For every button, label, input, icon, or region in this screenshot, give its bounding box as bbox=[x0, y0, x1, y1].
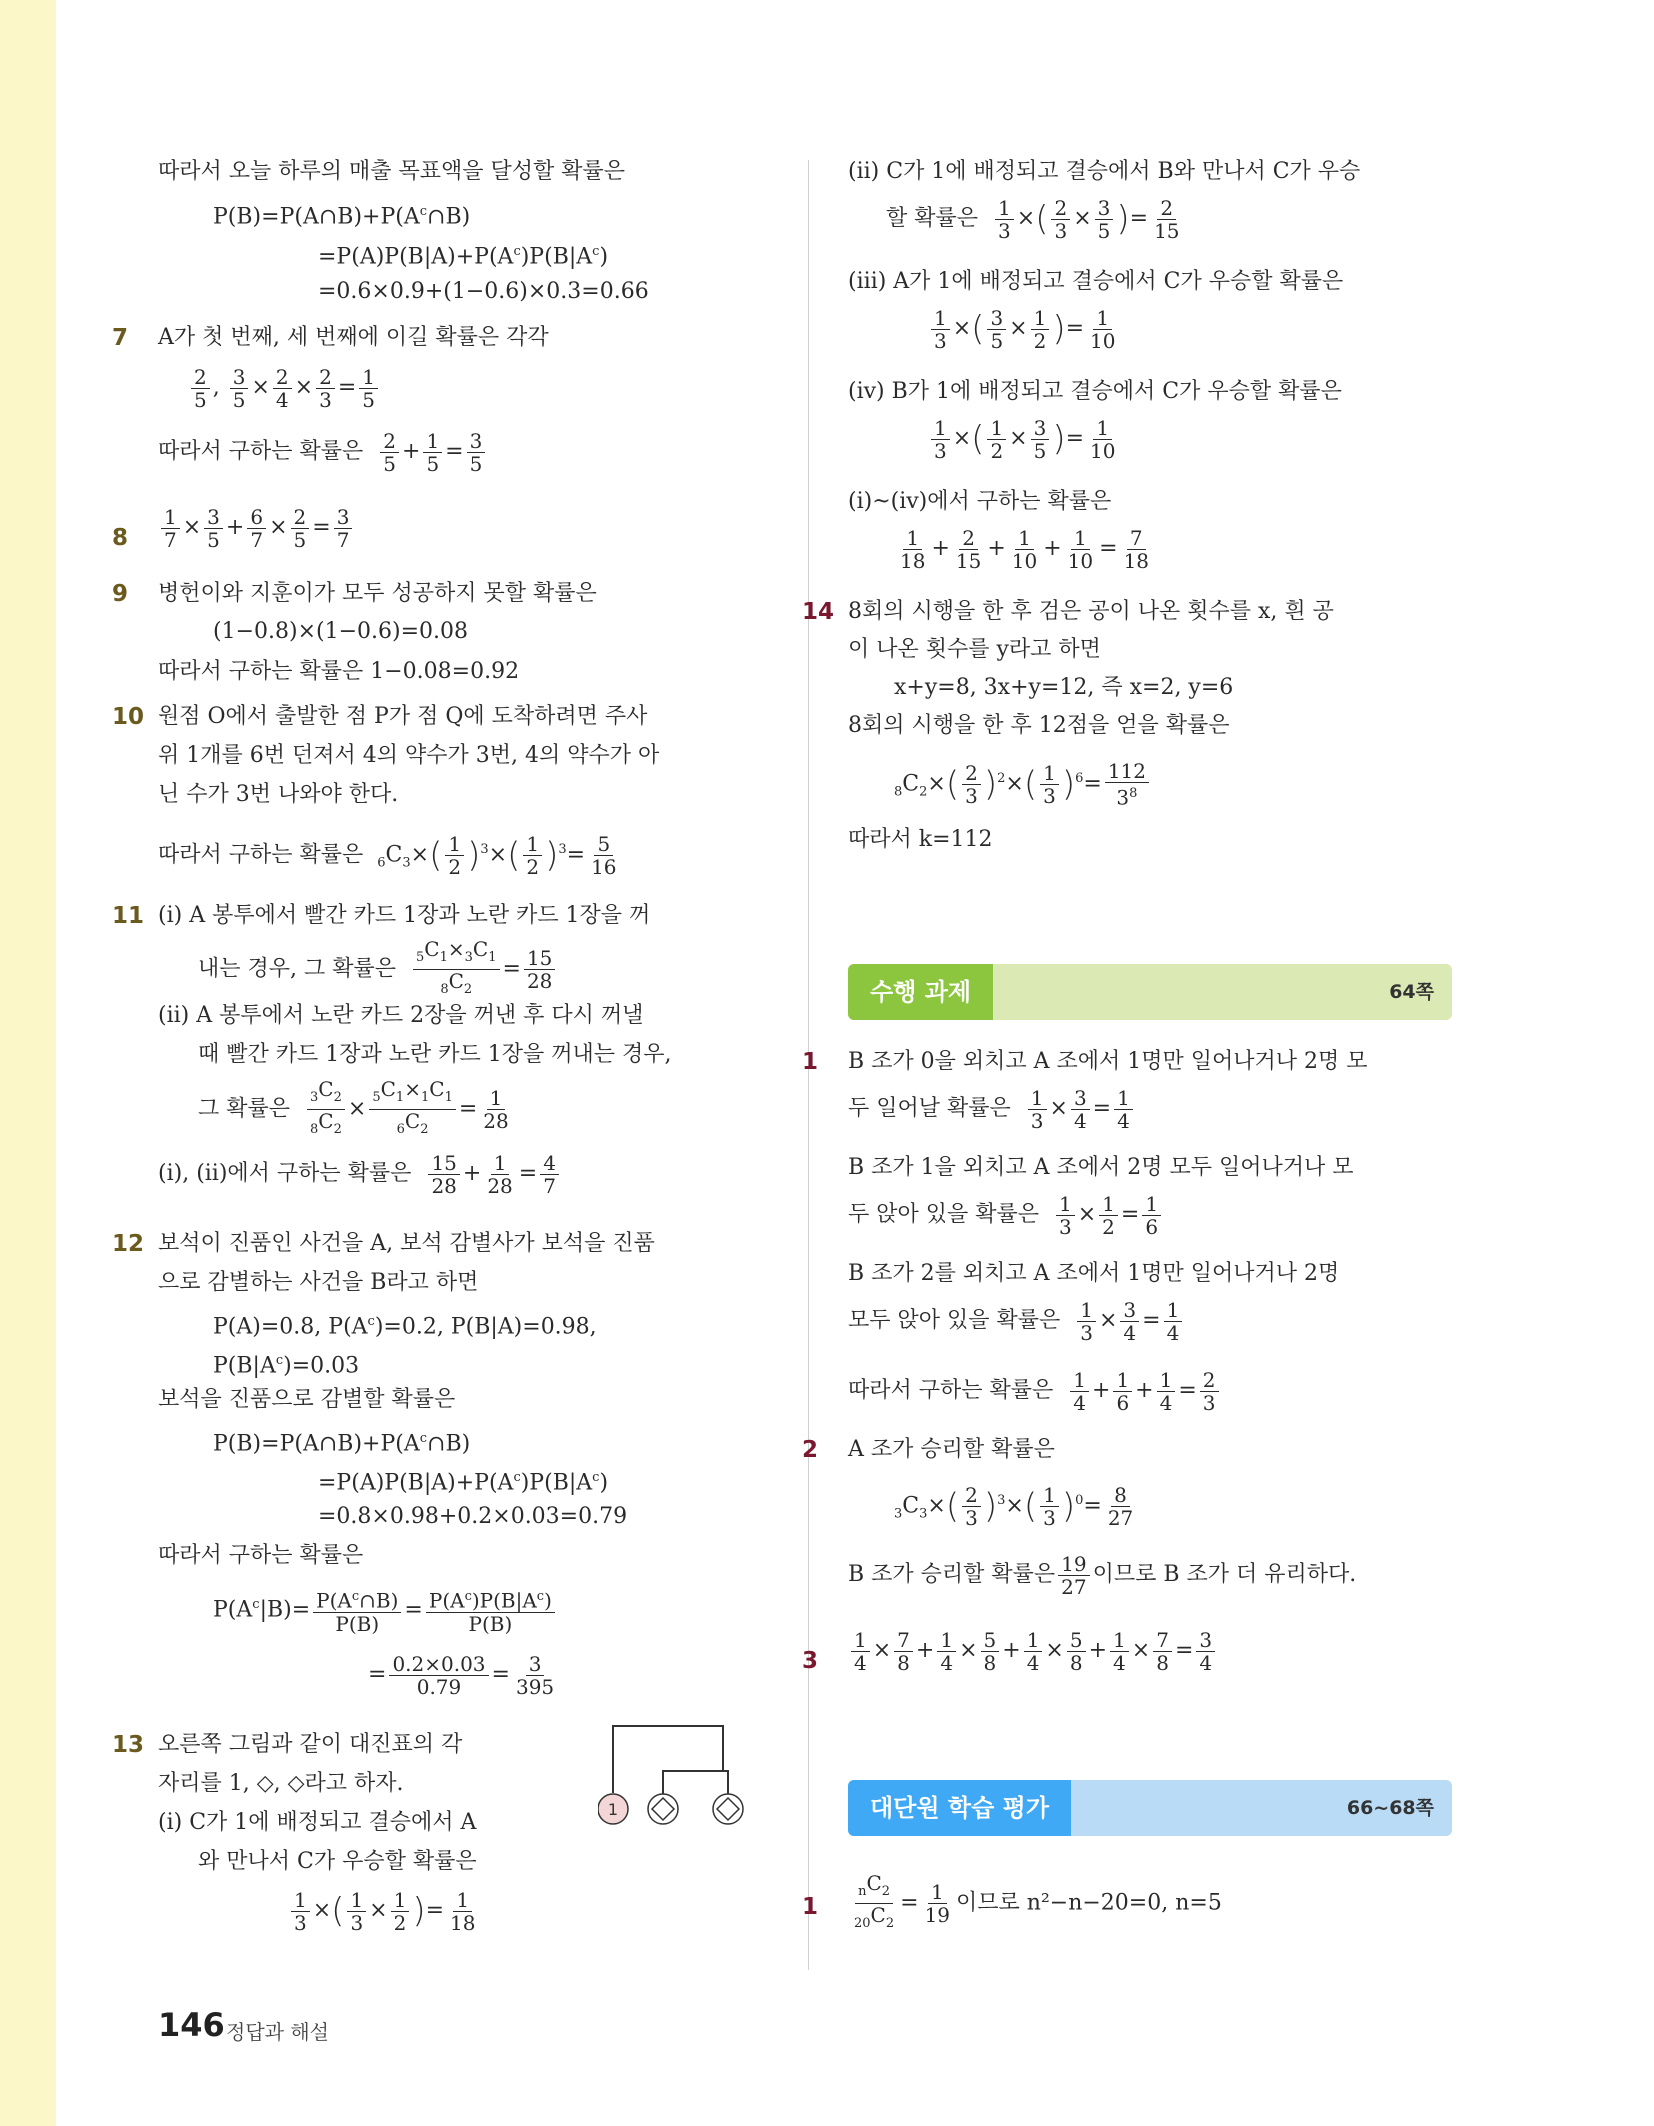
answer-1: 1 B 조가 0을 외치고 A 조에서 1명만 일어나거나 2명 모 bbox=[802, 1049, 1368, 1075]
equation-line: 그 확률은 $\frac{_3C_2}{_8C_2}$ × $\frac{_5C_1\times_1C_1}{_6C_2}$ = $\frac{1}{28}$ bbox=[198, 1077, 509, 1137]
text-line: (ⅳ) B가 1에 배정되고 결승에서 C가 우승할 확률은 bbox=[848, 379, 1342, 404]
equation-line: 내는 경우, 그 확률은 $\frac{_5C_1\times_3C_1}{_8C_2}$ = $\frac{15}{28}$ bbox=[198, 938, 558, 1001]
equation-line: $=P(A)P(B|A)+P(A^c)P(B|A^c)$ bbox=[318, 244, 609, 270]
answer-1: 1 $\frac{_nC_2}{_{20}C_2}$ = $\frac{1}{19}$ 이므로 n²−n−20=0, n=5 bbox=[802, 1871, 1222, 1931]
text-line: 위 1개를 6번 던져서 4의 약수가 3번, 4의 약수가 아 bbox=[158, 743, 660, 768]
equation-line: (1−0.8)×(1−0.6)=0.08 bbox=[213, 619, 469, 644]
banner-page: 64쪽 bbox=[1389, 981, 1434, 1003]
problem-8: 8 $\frac{1}{7}$ × $\frac{3}{5}$ + $\frac{6}{7}$ × $\frac{2}{5}$ = $\frac{3}{7}$ bbox=[158, 504, 355, 552]
equation-line: $P(A^c|B)=$ $\frac{P(A^c\cap B)}{P(B)}$ = $\frac{P(A^c)P(B|A^c)}{P(B)}$ bbox=[213, 1578, 558, 1637]
text-line: 보석을 진품으로 감별할 확률은 bbox=[158, 1387, 456, 1412]
text-line: 따라서 오늘 하루의 매출 목표액을 달성할 확률은 bbox=[158, 159, 626, 184]
equation-line: 모두 앉아 있을 확률은 $\frac{1}{3}$ × $\frac{3}{4}$ = $\frac{1}{4}$ bbox=[848, 1296, 1185, 1346]
text-line: B 조가 1을 외치고 A 조에서 2명 모두 일어나거나 모 bbox=[848, 1155, 1354, 1180]
text-line: (ⅰ) C가 1에 배정되고 결승에서 A bbox=[158, 1810, 477, 1835]
problem-7: 7 A가 첫 번째, 세 번째에 이길 확률은 각각 bbox=[112, 325, 549, 351]
problem-12: 12 보석이 진품인 사건을 A, 보석 감별사가 보석을 진품 bbox=[112, 1231, 655, 1257]
equation-line: $\frac{2}{5}$ , $\frac{3}{5}$ × $\frac{2}{4}$ × $\frac{2}{3}$ = $\frac{1}{5}$ bbox=[188, 364, 381, 412]
problem-9: 9 병헌이와 지훈이가 모두 성공하지 못할 확률은 bbox=[112, 581, 597, 607]
equation-line: x+y=8, 3x+y=12, 즉 x=2, y=6 bbox=[894, 675, 1234, 700]
text-line: 때 빨간 카드 1장과 노란 카드 1장을 꺼내는 경우, bbox=[198, 1042, 672, 1067]
text-line: (ⅰ)~(ⅳ)에서 구하는 확률은 bbox=[848, 489, 1112, 514]
tournament-bracket-diagram bbox=[598, 1716, 748, 1826]
text-line: B 조가 2를 외치고 A 조에서 1명만 일어나거나 2명 bbox=[848, 1261, 1340, 1286]
equation-line: $\frac{1}{3}$ ×( $\frac{1}{2}$ × $\frac{3}{5}$ )= $\frac{1}{10}$ bbox=[928, 414, 1122, 464]
equation-line: 할 확률은 $\frac{1}{3}$ ×( $\frac{2}{3}$ × $\frac{3}{5}$ )= $\frac{2}{15}$ bbox=[886, 195, 1180, 243]
text-line: 자리를 1, ◇, ◇라고 하자. bbox=[158, 1771, 404, 1796]
text-line: 8회의 시행을 한 후 12점을 얻을 확률은 bbox=[848, 713, 1230, 738]
equation-line: P(A)=0.8, $P(A^c)=0.2$, P(B|A)=0.98, bbox=[213, 1314, 597, 1340]
banner-title: 수행 과제 bbox=[848, 964, 993, 1020]
problem-11: 11 (ⅰ) A 봉투에서 빨간 카드 1장과 노란 카드 1장을 꺼 bbox=[112, 903, 651, 929]
equation-line: 따라서 구하는 확률은 $_6C_3\times$( $\frac{1}{2}$ )$^3$×( $\frac{1}{2}$ )$^3$= $\frac{5}{16}$ bbox=[158, 831, 617, 879]
footer-label: 정답과 해설 bbox=[226, 2020, 329, 2044]
text-line: 따라서 구하는 확률은 bbox=[158, 1543, 364, 1568]
text-line: 와 만나서 C가 우승할 확률은 bbox=[198, 1849, 477, 1874]
equation-line: $_3C_3\times$( $\frac{2}{3}$ )$^3$×( $\frac{1}{3}$ )$^0$= $\frac{8}{27}$ bbox=[894, 1482, 1134, 1530]
equation-line: $\frac{1}{18}$ + $\frac{2}{15}$ + $\frac{1}{10}$ + $\frac{1}{10}$ = $\frac{7}{18}$ bbox=[900, 525, 1150, 573]
equation-line: $P(B)=P(A\cap B)+P(A^c\cap B)$ bbox=[213, 1431, 471, 1457]
page-margin-strip bbox=[0, 0, 56, 2126]
equation-line: $P(B|A^c)=0.03$ bbox=[213, 1353, 360, 1379]
page-number: 146 bbox=[158, 2006, 225, 2044]
equation-line: $_8C_2\times$( $\frac{2}{3}$ )$^2$×( $\frac{1}{3}$ )$^6$= $\frac{112}{3^8}$ bbox=[894, 754, 1152, 818]
text-line: 따라서 구하는 확률은 1−0.08=0.92 bbox=[158, 659, 520, 684]
text-line: 이 나온 횟수를 y라고 하면 bbox=[848, 637, 1101, 662]
equation-line: 두 일어날 확률은 $\frac{1}{3}$ × $\frac{3}{4}$ = $\frac{1}{4}$ bbox=[848, 1084, 1136, 1134]
banner-title: 대단원 학습 평가 bbox=[848, 1780, 1071, 1836]
equation-line: =0.6×0.9+(1−0.6)×0.3=0.66 bbox=[318, 279, 649, 304]
answer-3: 3 $\frac{1}{4}$ × $\frac{7}{8}$ + $\frac{1}{4}$ × $\frac{5}{8}$ + $\frac{1}{4}$ × $\frac{5}{8}$ + $\frac{1}{4}$ × $\frac{7}{8}$ = $\frac{3}{4}$ bbox=[848, 1626, 1218, 1676]
equation-line: B 조가 승리할 확률은 $\frac{19}{27}$ 이므로 B 조가 더 유리하다. bbox=[848, 1551, 1357, 1599]
problem-14: 14 8회의 시행을 한 후 검은 공이 나온 횟수를 x, 흰 공 bbox=[802, 599, 1334, 625]
problem-10: 10 원점 O에서 출발한 점 P가 점 Q에 도착하려면 주사 bbox=[112, 704, 648, 730]
equation-line: =0.8×0.98+0.2×0.03=0.79 bbox=[318, 1504, 628, 1529]
equation-line: $P(B)=P(A\cap B)+P(A^c\cap B)$ bbox=[213, 204, 471, 230]
banner-page: 66~68쪽 bbox=[1346, 1797, 1434, 1819]
banner-performance-task bbox=[848, 964, 1452, 1020]
equation-line: (ⅰ), (ⅱ)에서 구하는 확률은 $\frac{15}{28}$ + $\frac{1}{28}$ = $\frac{4}{7}$ bbox=[158, 1150, 562, 1198]
text-line: (ⅱ) C가 1에 배정되고 결승에서 B와 만나서 C가 우승 bbox=[848, 159, 1361, 184]
text-line: (ⅱ) A 봉투에서 노란 카드 2장을 꺼낸 후 다시 꺼낼 bbox=[158, 1003, 644, 1028]
equation-line: 따라서 구하는 확률은 $\frac{1}{4}$ + $\frac{1}{6}$ + $\frac{1}{4}$ = $\frac{2}{3}$ bbox=[848, 1366, 1222, 1416]
equation-line: $\frac{1}{3}$ ×( $\frac{3}{5}$ × $\frac{1}{2}$ )= $\frac{1}{10}$ bbox=[928, 304, 1122, 354]
text-line: (ⅲ) A가 1에 배정되고 결승에서 C가 우승할 확률은 bbox=[848, 269, 1344, 294]
equation-line: 따라서 구하는 확률은 $\frac{2}{5}$ + $\frac{1}{5}$ = $\frac{3}{5}$ bbox=[158, 428, 488, 476]
equation-line: = $\frac{0.2\times 0.03}{0.79}$ = $\frac{3}{395}$ bbox=[368, 1651, 555, 1699]
problem-13: 13 오른쪽 그림과 같이 대진표의 각 bbox=[112, 1732, 463, 1758]
text-line: 닌 수가 3번 나와야 한다. bbox=[158, 782, 399, 807]
text-line: 따라서 k=112 bbox=[848, 827, 993, 852]
banner-unit-assessment bbox=[848, 1780, 1452, 1836]
svg-text:1: 1 bbox=[607, 1800, 619, 1819]
equation-line: $=P(A)P(B|A)+P(A^c)P(B|A^c)$ bbox=[318, 1470, 609, 1496]
text-line: 으로 감별하는 사건을 B라고 하면 bbox=[158, 1270, 479, 1295]
equation-line: $\frac{1}{3}$ ×( $\frac{1}{3}$ × $\frac{1}{2}$ )= $\frac{1}{18}$ bbox=[288, 1886, 482, 1936]
answer-2: 2 A 조가 승리할 확률은 bbox=[802, 1437, 1055, 1463]
equation-line: 두 앉아 있을 확률은 $\frac{1}{3}$ × $\frac{1}{2}$ = $\frac{1}{6}$ bbox=[848, 1190, 1164, 1240]
